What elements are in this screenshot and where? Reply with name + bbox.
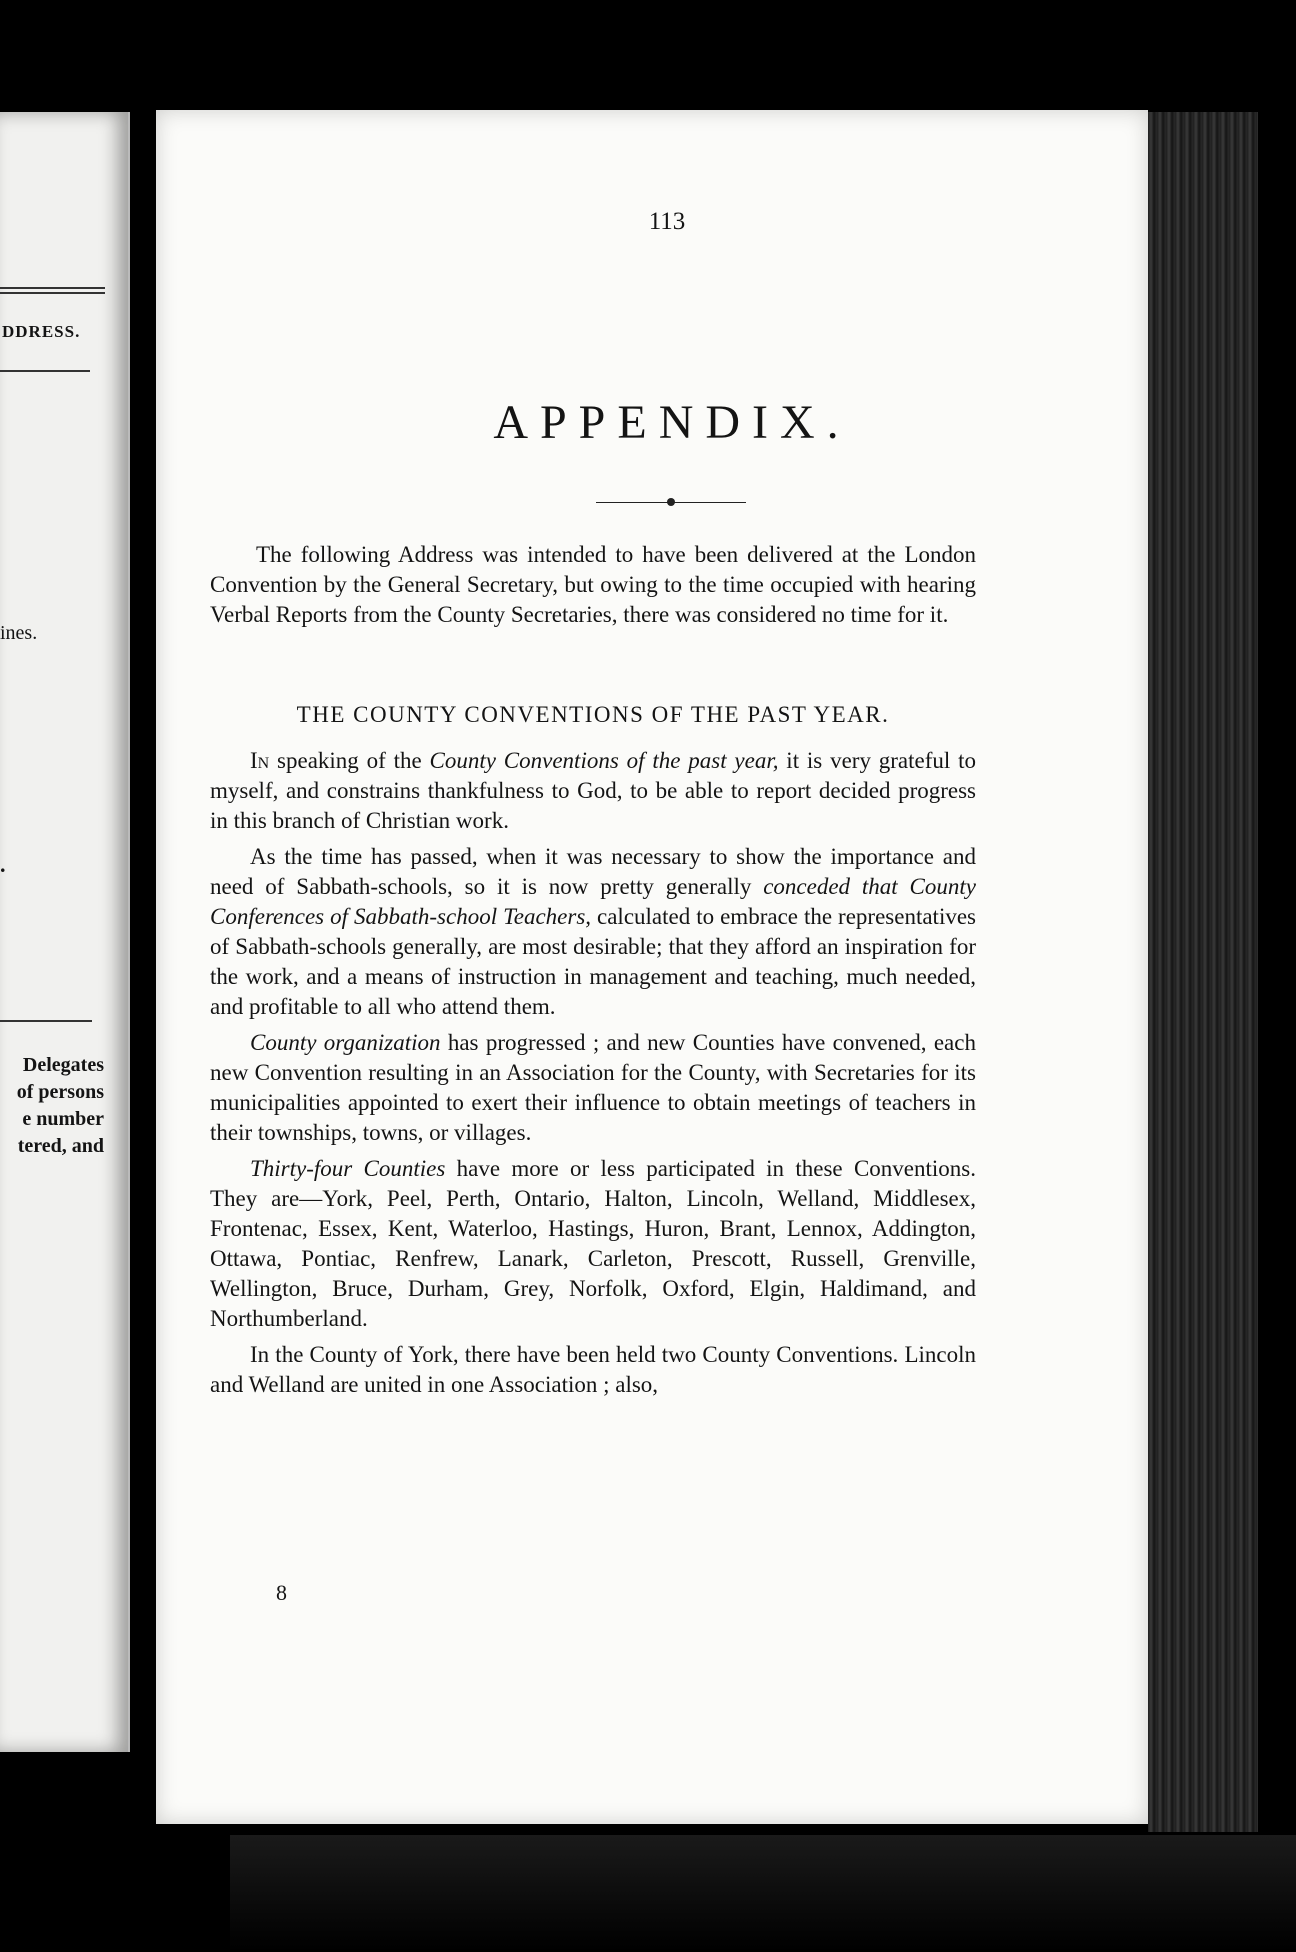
paragraph-text: calculated to embrace the representatives of Sabbath-schools generally, are most desirable; that they afford an inspiration for the work, and a means of instruction in management and teaching, much needed, and profitable to all who attend them. <box>210 904 976 1019</box>
paragraph-text: As the time has passed, when it was necessary to show the importance and need of Sabbath-schools, so it is now pretty generally <box>210 844 976 899</box>
previous-page-dot: . <box>0 852 6 877</box>
paragraph-1 <box>210 746 976 836</box>
body-text <box>210 746 976 1400</box>
section-heading: THE COUNTY CONVENTIONS OF THE PAST YEAR. <box>296 702 890 727</box>
intro-text: The following Address was intended to have been delivered at the London Convention by the General Secretary, but owing to the time occupied with hearing Verbal Reports from the County Secretaries, there was considered no time for it. <box>210 542 976 627</box>
section-rule <box>0 1020 92 1022</box>
bottom-shadow <box>230 1835 1296 1952</box>
previous-page-line: Delegates <box>22 1054 104 1076</box>
previous-page-text <box>0 1052 104 1160</box>
paragraph-3 <box>210 1028 976 1148</box>
paragraph-text: In the County of York, there have been held two County Conventions. Lincoln and Welland are united in one Association ; also, <box>210 1342 976 1397</box>
intro-paragraph <box>210 540 976 630</box>
title-rule-ornament <box>667 498 675 506</box>
italic-phrase: County organization <box>250 1030 441 1055</box>
paragraph-2 <box>210 842 976 1022</box>
book-page <box>156 110 1148 1824</box>
italic-phrase: conceded that County Conferences of Sabbath-school Teachers, <box>210 874 976 929</box>
italic-phrase: Thirty-four Counties <box>250 1156 446 1181</box>
italic-phrase: County Conventions of the past year, <box>429 748 779 773</box>
previous-page-line: e number <box>22 1108 104 1130</box>
paragraph-4 <box>210 1154 976 1334</box>
paragraph-text: have more or less participated in these Conventions. They are—York, Peel, Perth, Ontario, Halton, Lincoln, Welland, Middlesex, Frontenac, Essex, Kent, Waterloo, Hastings, Huron, Brant, Lennox, Addington, Ottawa, Pontiac, Renfrew, Lanark, Carleton, Prescott, Russell, Grenville, Wellington, Bruce, Durham, Grey, Norfolk, Oxford, Elgin, Haldimand, and Northumberland. <box>210 1156 976 1331</box>
paragraph-text: it is very grateful to myself, and constrains thankfulness to God, to be able to report decided progress in this branch of Christian work. <box>210 748 976 833</box>
paragraph-text: speaking of the <box>269 748 430 773</box>
double-rule <box>0 287 105 294</box>
book-page-edges <box>1148 112 1258 1832</box>
previous-page-line: tered, and <box>17 1135 104 1157</box>
previous-page-fragment <box>0 112 130 1752</box>
previous-page-word: ines. <box>0 622 38 644</box>
page-number: 113 <box>648 208 686 235</box>
lead-word: In <box>250 748 270 773</box>
paragraph-5 <box>210 1340 976 1400</box>
page-title: APPENDIX. <box>493 396 851 449</box>
signature-mark: 8 <box>276 1580 287 1605</box>
paragraph-text: has progressed ; and new Counties have convened, each new Convention resulting in an Association for the County, with Secretaries for its municipalities appointed to exert their influence to obtain meetings of teachers in their townships, towns, or villages. <box>210 1030 976 1145</box>
heading-rule <box>0 370 90 372</box>
previous-page-line: of persons <box>16 1081 104 1103</box>
previous-page-heading: DDRESS. <box>2 322 81 341</box>
